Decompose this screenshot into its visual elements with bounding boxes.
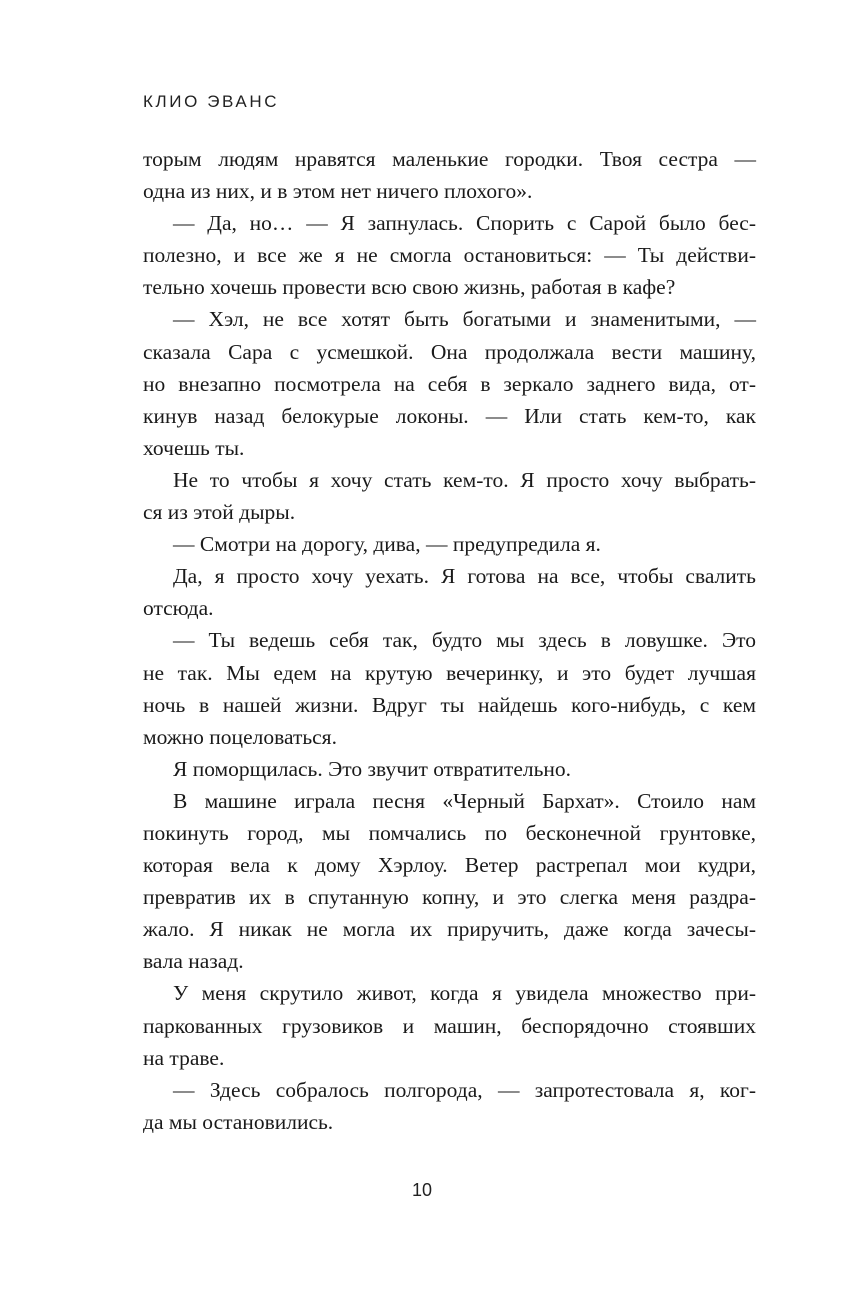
text-line: торым людям нравятся маленькие городки. Твоя сестра — [143, 147, 756, 171]
text-line: превратив их в спутанную копну, и это слегка меня раздра- [143, 885, 756, 910]
text-line: можно поцеловаться. [143, 724, 337, 749]
text-line: кинув назад белокурые локоны. — Или стать кем-то, как [143, 403, 756, 428]
text-line: Я поморщилась. Это звучит отвратительно. [173, 756, 572, 781]
text-line: В машине играла песня «Черный Бархат». Стоило нам [173, 788, 756, 813]
text-line: не так. Мы едем на крутую вечеринку, и это будет лучшая [143, 660, 756, 685]
text-line: — Ты ведешь себя так, будто мы здесь в ловушке. Это [173, 628, 756, 653]
text-line: — Да, но… — Я запнулась. Спорить с Сарой было бес- [173, 211, 756, 236]
text-line: покинуть город, мы помчались по бесконечной грунтовке, [143, 820, 756, 845]
body-text [143, 143, 756, 1138]
text-line: вала назад. [143, 949, 244, 974]
running-head: КЛИО ЭВАНС [143, 92, 280, 111]
text-line: ночь в нашей жизни. Вдруг ты найдешь кого-нибудь, с кем [143, 692, 756, 717]
text-line: тельно хочешь провести всю свою жизнь, работая в кафе? [143, 275, 676, 300]
text-line: отсюда. [143, 596, 214, 621]
text-line: сказала Сара с усмешкой. Она продолжала вести машину, [143, 339, 756, 364]
text-line: Да, я просто хочу уехать. Я готова на все, чтобы свалить [173, 564, 756, 589]
text-line: жало. Я никак не могла их приручить, даже когда зачесы- [143, 917, 756, 942]
text-line: паркованных грузовиков и машин, беспорядочно стоявших [143, 1013, 756, 1038]
text-line: которая вела к дому Хэрлоу. Ветер растрепал мои кудри, [143, 853, 756, 878]
text-line: полезно, и все же я не смогла остановиться: — Ты действи- [143, 243, 756, 268]
text-line: Не то чтобы я хочу стать кем-то. Я просто хочу выбрать- [173, 467, 756, 492]
text-line: но внезапно посмотрела на себя в зеркало заднего вида, от- [143, 371, 756, 396]
text-line: да мы остановились. [143, 1109, 334, 1134]
text-line: — Хэл, не все хотят быть богатыми и знаменитыми, — [173, 307, 756, 332]
text-line: — Здесь собралось полгорода, — запротестовала я, ког- [173, 1077, 756, 1102]
text-line: — Смотри на дорогу, дива, — предупредила я. [173, 532, 601, 557]
page-number: 10 [411, 1180, 433, 1200]
text-line: на траве. [143, 1045, 225, 1070]
text-line: хочешь ты. [143, 435, 245, 460]
text-line: одна из них, и в этом нет ничего плохого». [143, 179, 533, 204]
text-line: ся из этой дыры. [143, 500, 296, 525]
text-line: У меня скрутило живот, когда я увидела множество при- [173, 981, 756, 1006]
